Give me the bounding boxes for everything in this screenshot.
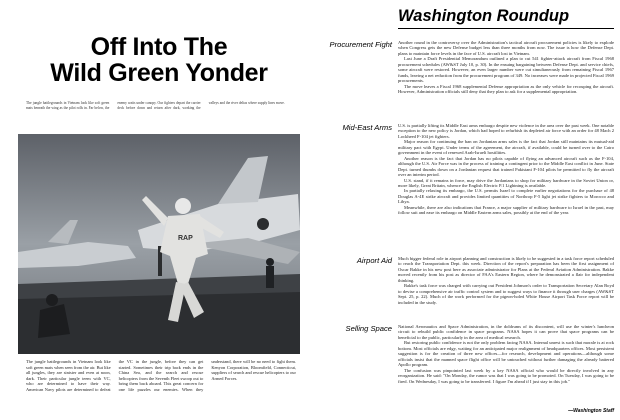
section-head-airport: Airport Aid <box>356 256 392 265</box>
paragraph: Last June a Draft Presidential Memorandum outlined a plan to cut 541 fighter-attack aircraft from Fiscal 1968 procurement schedules (AW&ST July 10, p. 30). In the ensuing bargaining between Defense Dept. and service chiefs, some aircraft were restored. However, an even larger number were cut simultaneously from remaining Fiscal 1967 funds, leaving a net reduction from the procurement program of 349. No increases were made in projected Fiscal 1969 procurements. <box>398 56 614 84</box>
pilot-photo-illustration <box>18 134 300 354</box>
section-head-procurement: Procurement Fight <box>329 40 392 49</box>
section-body-mideast <box>398 123 614 216</box>
paragraph: In partially relaxing its embargo, the U.S. permits Israel to complete earlier negotiations for the purchase of 48 Douglas A-4E strike aircraft and provides limited quantities of Northrop F-5 light jet strike fighters to Morocco and Libya. <box>398 188 614 205</box>
section-body-space <box>398 324 614 384</box>
roundup-page <box>322 0 620 420</box>
section-body-procurement <box>398 40 614 95</box>
paragraph: Bakke's task force was charged with carrying out President Johnson's order to Transportation Secretary Alan Boyd to devise a comprehensive air traffic control system and to suggest ways to finance it through user charges (AW&ST Sept. 25, p. 22). Much of the work performed for the pigeon-holed White House Airport Task Force report will be included in the study. <box>398 283 614 305</box>
section-body-airport <box>398 256 614 305</box>
feature-page <box>18 6 300 414</box>
pilot-photo <box>18 134 300 354</box>
paragraph: Another reason is the fact that Jordan has no pilots capable of flying an advanced aircraft such as the F-104, although the U.S. Air Force was in the process of training a contingent prior to the Middle East conflict in June. State Dept. turned thumbs down on a Jordanian request that trained Pakistani F-104 pilots be permitted to fly the aircraft over an interim period. <box>398 155 614 178</box>
paragraph: National Aeronautics and Space Administration, in the doldrums of its discontent, will use the winter's luncheon circuit to rebuild public confidence in space programs. NASA hopes it can prove that space programs can be beneficial to the public, particularly in the area of medical research. <box>398 324 614 340</box>
headline-line-1: Off Into The <box>90 33 228 61</box>
photo-caption: The jungle battlegrounds in Vietnam look like soft green mats when seen from the air. But like all jungles, they are sinister and even at noon, dark. Their particular jungle teem with VC, who are determined to have their way. American Navy pilots are determined to defeat the VC in the jungle, before they can get started. Sometimes their trip back ends in the China Sea, and the search and rescue helicopters from the Seventh Fleet swoop out to bring them back aboard. This great concern for one life puzzles our enemies. When they understand, there will be no need to fight them. Kenyon Corporation, Bloomfield, Connecticut, suppliers of search and rescue helicopters to our Armed Forces. <box>26 359 296 392</box>
paragraph: The confusion was pinpointed last week by a key NASA official who would be directly involved in any reorganization. He said: "On Monday, the rumor was that I was going to be promoted. On Tuesday, I was going to be fired. On Wednesday, I was going to be transferred. I figure I'm ahead if I just stay in this job." <box>398 367 614 384</box>
paragraph: Much bigger federal role in airport planning and construction is likely to be suggested in a task force report scheduled to reach the Transportation Dept. this week. Direction of the report's preparation has been the first assignment of Oscar Bakke in his new post here as associate administrator for Plans at the Federal Aviation Administration. Bakke moved recently from his post as director of FAA's Eastern Region, where he demonstrated a flair for independent thinking. <box>398 256 614 283</box>
feature-headline <box>18 34 300 86</box>
paragraph: U.S. is partially lifting its Middle East arms embargo despite new violence in the area over the past week. One notable exception to the new policy is Jordan, which had hoped to refurbish its depleted air force with an order for 48 Mach 2 Lockheed F-104 jet fighters. <box>398 123 614 139</box>
headline-line-2: Wild Green Yonder <box>50 59 268 87</box>
signoff: —Washington Staff <box>568 408 614 414</box>
masthead-rule <box>398 28 614 29</box>
roundup-masthead: Washington Roundup <box>398 7 570 25</box>
svg-text:RAP: RAP <box>178 235 193 242</box>
paragraph: The move leaves a Fiscal 1968 supplemental Defense appropriation as the only vehicle for recouping the aircraft. However, Administration officials still deny that they plan to ask for a supplemental appropriation. <box>398 83 614 95</box>
paragraph: Another round in the controversy over the Administration's tactical aircraft procurement policies is likely to explode when Congress gets the new Defense budget less than three months from now. The issue is how the Defense Dept. plans to maintain force levels in the face of U.S. aircraft lost in Vietnam. <box>398 40 614 56</box>
section-head-space: Selling Space <box>345 324 392 333</box>
section-head-mideast: Mid-East Arms <box>342 123 392 132</box>
paragraph: Major reason for continuing the ban on Jordanian arms sales is the fact that Jordan still maintains its mutual-aid military pact with Egypt. Under terms of the agreement, the aircraft, if available, could be turned over to the Cairo government in the event of renewed Arab-Israeli hostilities. <box>398 139 614 156</box>
paragraph: Meanwhile, there are also indications that France, a major supplier of military hardware to Israel in the past, may follow suit and ease its embargo on Middle Eastern arms sales, possibly at the end of the year. <box>398 204 614 216</box>
feature-deck: The jungle battlegrounds in Vietnam look like soft green mats beneath the wing as the pilot rolls in. Far below, the enemy waits under canopy. Our fighters depart the carrier deck before dawn and return after dark, working the valleys and the river deltas where supply lines move. <box>26 101 285 110</box>
paragraph: But restoring public confidence is not the only problem facing NASA. Internal unrest is such that morale is at rock bottom. Most officials are edgy, waiting for an anticipated major realignment of headquarters offices. Most persistent suggestion is for the creation of three new offices—for research, development and operations—although some officials insist that the manned space flight office will be untouched without further damaging the already battered Apollo program. <box>398 340 614 368</box>
paragraph: U.S. stand, if it remains in force, may drive the Jordanians to shop for military hardware in the Soviet Union or, more likely, Great Britain, whence the English Electric P.1 Lightning is available. <box>398 177 614 188</box>
